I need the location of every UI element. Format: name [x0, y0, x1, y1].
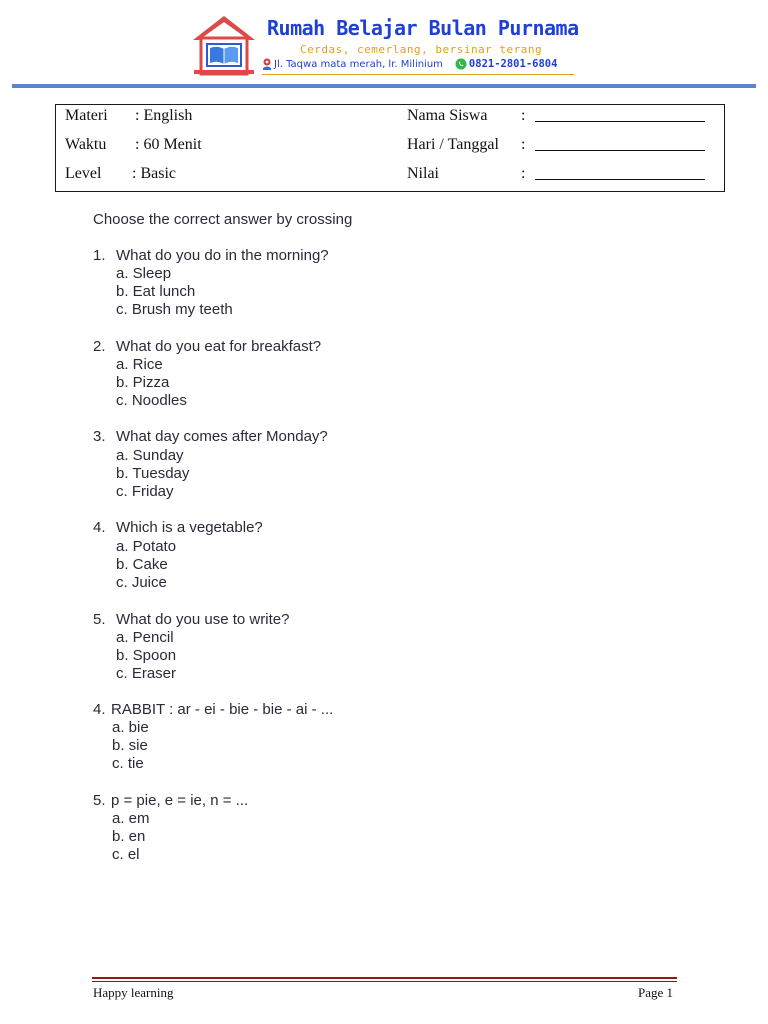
question-text: RABBIT : ar - ei - bie - bie - ai - ...: [111, 701, 334, 718]
level-value: : Basic: [132, 165, 176, 182]
letterhead: [0, 0, 768, 90]
question-number: 4.: [93, 519, 106, 536]
question-text: Which is a vegetable?: [116, 519, 263, 536]
question-number: 2.: [93, 338, 106, 355]
whatsapp-icon: [455, 58, 467, 70]
brand-tagline: Cerdas, cemerlang, bersinar terang: [300, 43, 543, 56]
nilai-label: Nilai: [407, 165, 439, 182]
answer-option[interactable]: c. Noodles: [116, 392, 187, 409]
brand-title: Rumah Belajar Bulan Purnama: [267, 16, 579, 40]
nilai-blank[interactable]: [535, 165, 705, 180]
answer-option[interactable]: b. Tuesday: [116, 465, 190, 482]
question-text: p = pie, e = ie, n = ...: [111, 792, 249, 809]
brand-address: Jl. Taqwa mata merah, lr. Milinium: [274, 58, 443, 70]
question-number: 5.: [93, 611, 106, 628]
answer-option[interactable]: c. Juice: [116, 574, 167, 591]
answer-option[interactable]: b. Cake: [116, 556, 168, 573]
level-label: Level: [65, 165, 102, 182]
answer-option[interactable]: b. sie: [112, 737, 148, 754]
question-text: What do you do in the morning?: [116, 247, 329, 264]
answer-option[interactable]: b. Spoon: [116, 647, 177, 664]
question-number: 4.: [93, 701, 106, 718]
answer-option[interactable]: c. el: [112, 846, 140, 863]
location-pin-icon: [262, 58, 272, 70]
answer-option[interactable]: c. tie: [112, 755, 144, 772]
hari-colon: :: [521, 136, 526, 153]
nama-label: Nama Siswa: [407, 107, 488, 124]
answer-option[interactable]: a. Potato: [116, 538, 177, 555]
answer-option[interactable]: c. Friday: [116, 483, 174, 500]
answer-option[interactable]: a. em: [112, 810, 150, 827]
answer-option[interactable]: c. Eraser: [116, 665, 177, 682]
answer-option[interactable]: a. bie: [112, 719, 149, 736]
nilai-colon: :: [521, 165, 526, 182]
answer-option[interactable]: a. Rice: [116, 356, 163, 373]
answer-option[interactable]: b. Pizza: [116, 374, 170, 391]
answer-option[interactable]: a. Sunday: [116, 447, 184, 464]
question-number: 5.: [93, 792, 106, 809]
brand-phone: 0821-2801-6804: [468, 58, 558, 70]
materi-value: : English: [135, 107, 193, 124]
student-info-box: [55, 104, 725, 192]
question-text: What do you use to write?: [116, 611, 290, 628]
footer-left-text: Happy learning: [93, 985, 174, 1000]
question-text: What do you eat for breakfast?: [116, 338, 322, 355]
answer-option[interactable]: c. Brush my teeth: [116, 301, 233, 318]
hari-blank[interactable]: [535, 136, 705, 151]
footer-rule-thin: [92, 981, 677, 982]
house-book-logo-icon: [191, 14, 257, 76]
header-rule: [12, 84, 756, 88]
question-number: 1.: [93, 247, 106, 264]
question-text: What day comes after Monday?: [116, 428, 328, 445]
answer-option[interactable]: b. Eat lunch: [116, 283, 196, 300]
footer-rule: [92, 977, 677, 979]
hari-label: Hari / Tanggal: [407, 136, 499, 153]
brand-contact: [262, 58, 557, 70]
instruction: Choose the correct answer by crossing: [93, 211, 353, 228]
answer-option[interactable]: a. Sleep: [116, 265, 172, 282]
page-number: Page 1: [638, 985, 674, 1000]
waktu-label: Waktu: [65, 136, 107, 153]
materi-label: Materi: [65, 107, 108, 124]
brand-underline: [262, 74, 574, 75]
answer-option[interactable]: a. Pencil: [116, 629, 174, 646]
nama-colon: :: [521, 107, 526, 124]
waktu-value: : 60 Menit: [135, 136, 202, 153]
nama-blank[interactable]: [535, 107, 705, 122]
answer-option[interactable]: b. en: [112, 828, 146, 845]
question-number: 3.: [93, 428, 106, 445]
